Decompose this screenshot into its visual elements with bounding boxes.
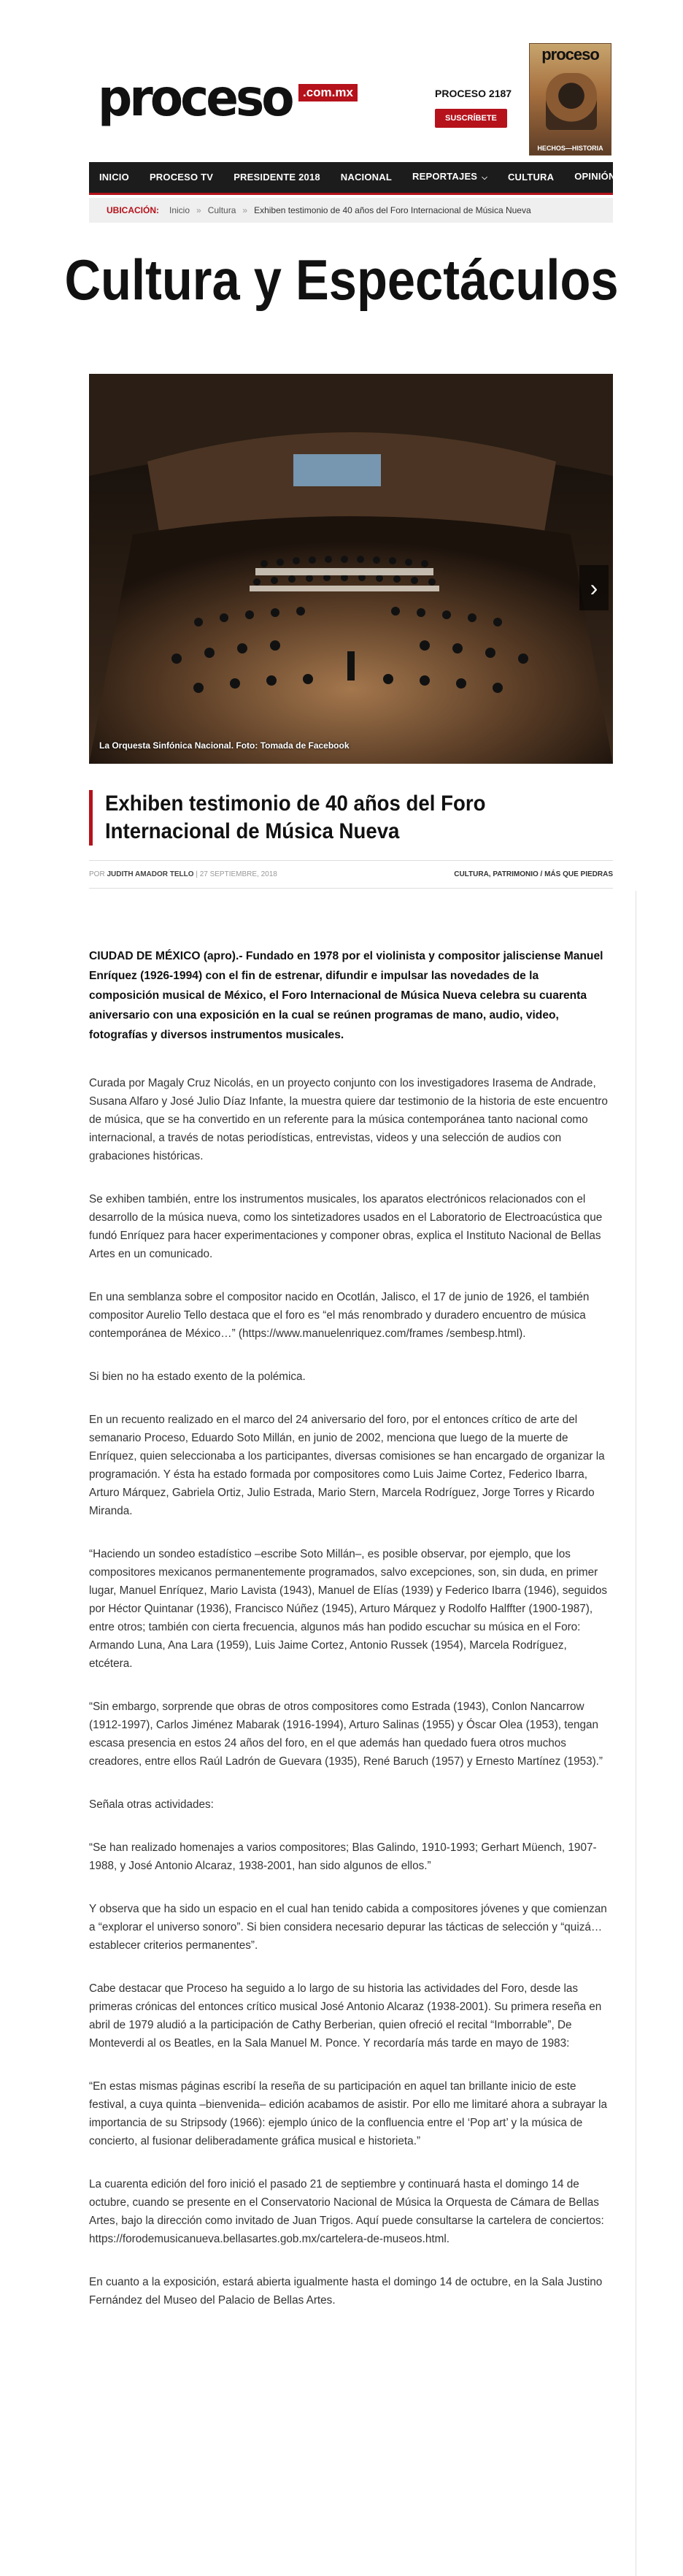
nav-item-opinion[interactable]	[564, 161, 636, 193]
chevron-down-icon: ⌵	[482, 174, 487, 182]
breadcrumb	[89, 198, 613, 223]
article-lead: CIUDAD DE MÉXICO (apro).- Fundado en 1978 por el violinista y compositor jalisciense Manuel Enríquez (1926-1994) con el fin de estrenar, difundir e impulsar las novedades de la composición musical de México, el Foro Internacional de Música Nueva celebra su cuarenta aniversario con una exposición en la cual se reúnen programas de mano, audio, video, fotografías y diversos instrumentos musicales.	[89, 950, 603, 1041]
nav-item-label: REPORTAJES	[412, 171, 478, 182]
meta-prefix: POR	[89, 870, 105, 878]
article-paragraph: Si bien no ha estado exento de la polémica.	[89, 1371, 306, 1383]
logo-domain-badge: .com.mx	[298, 84, 358, 101]
hero-image	[89, 374, 613, 764]
nav-item-proceso-tv[interactable]	[139, 162, 223, 193]
magazine-cover-art	[546, 73, 597, 130]
hero-caption: La Orquesta Sinfónica Nacional. Foto: Tomada de Facebook	[99, 740, 350, 751]
section-title: Cultura y Espectáculos	[64, 248, 619, 312]
nav-item-label: PROCESO TV	[149, 172, 214, 183]
article-paragraph: “Haciendo un sondeo estadístico –escribe Soto Millán–, es posible observar, por ejemplo, que los compositores mexicanos permanentemente programados, salvo excepciones, son, sin duda, en primer lugar, Manuel Enríquez, Mario Lavista (1943), Manuel de Elías (1939) y Federico Ibarra (1946), seguidos por Héctor Quintanar (1936), Francisco Núñez (1945), Arturo Márquez y Rodolfo Halffter (1900-1987), entre otros; también con cierta frecuencia, algunos más han podido escuchar su música en el Foro: Armando Luna, Ana Lara (1959), Luis Jaime Cortez, Antonio Russek (1954), Marcela Rodríguez, etcétera.	[89, 1548, 607, 1670]
site-header	[89, 40, 611, 157]
breadcrumb-separator: »	[196, 205, 201, 215]
article-tags[interactable]: CULTURA, PATRIMONIO / MÁS QUE PIEDRAS	[454, 870, 613, 878]
edition-number: PROCESO 2187	[435, 88, 512, 99]
breadcrumb-separator: »	[242, 205, 248, 215]
breadcrumb-label: UBICACIÓN:	[107, 205, 159, 215]
article-paragraph: Cabe destacar que Proceso ha seguido a lo largo de su historia las actividades del Foro, desde las primeras crónicas del entonces crítico musical José Antonio Alcaraz (1938-2001). Su primera reseña en abril de 1979 aludió a la participación de Cathy Berberian, quien ofreció el recital “Imborrable”, De Monteverdi al os Beatles, en la Sala Manuel M. Ponce. Y recordaría más tarde en mayo de 1983:	[89, 1982, 602, 2050]
magazine-cover-title: proceso	[541, 45, 599, 64]
site-logo[interactable]	[98, 69, 353, 128]
slider-next-button[interactable]: ›	[579, 565, 609, 610]
chevron-down-icon: ⌵	[620, 174, 626, 182]
article-paragraph: “Se han realizado homenajes a varios compositores; Blas Galindo, 1910-1993; Gerhart Müench, 1907-1988, y José Antonio Alcaraz, 1938-2001, han sido algunos de ellos.”	[89, 1841, 597, 1872]
nav-item-label: INICIO	[99, 172, 129, 183]
article-paragraph: Se exhiben también, entre los instrumentos musicales, los aparatos electrónicos relacionados con el desarrollo de la música nueva, como los sintetizadores usados en el Laboratorio de Electroacústica que fundó Enríquez para hacer experimentaciones y componer obras, explica el Instituto Nacional de Bellas Artes en un comunicado.	[89, 1193, 603, 1260]
breadcrumb-current: Exhiben testimonio de 40 años del Foro Internacional de Música Nueva	[254, 205, 531, 215]
magazine-cover[interactable]	[529, 43, 611, 156]
article-author[interactable]: JUDITH AMADOR TELLO	[107, 870, 194, 878]
nav-item-inicio[interactable]	[89, 162, 139, 193]
article-paragraph: En una semblanza sobre el compositor nacido en Ocotlán, Jalisco, el 17 de junio de 1926, el también compositor Aurelio Tello destaca que el foro es “el más renombrado y duradero encuentro de música contemporánea de México…” (https://www.manuelenriquez.com/frames /sembesp.html).	[89, 1291, 590, 1340]
article-paragraph: En un recuento realizado en el marco del 24 aniversario del foro, por el entonces crítico de arte del semanario Proceso, Eduardo Soto Millán, en junio de 2002, menciona que luego de la muerte de Enríquez, quien seleccionaba a los participantes, diversas comisiones se han encargado de organizar la programación. Y ésta ha estado formada por compositores como Luis Jaime Cortez, Federico Ibarra, Arturo Márquez, Gabriela Ortiz, Julio Estrada, Mario Stern, Marcela Rodríguez, Jorge Torres y Ricardo Miranda.	[89, 1414, 605, 1517]
breadcrumb-link-cultura[interactable]: Cultura	[207, 205, 236, 215]
nav-item-label: OPINIÓN	[574, 171, 616, 182]
breadcrumb-link-inicio[interactable]: Inicio	[169, 205, 190, 215]
article-date: | 27 SEPTIEMBRE, 2018	[196, 870, 277, 878]
main-nav	[89, 162, 626, 193]
meta-divider-top	[89, 860, 613, 861]
nav-item-cultura[interactable]	[498, 162, 564, 193]
nav-accent-bar	[89, 193, 613, 195]
article-paragraph: Señala otras actividades:	[89, 1798, 214, 1811]
orchestra-photo	[89, 374, 613, 764]
meta-divider-bottom	[89, 888, 613, 889]
article-meta	[89, 870, 613, 878]
nav-item-presidente-2018[interactable]	[223, 162, 331, 193]
article-paragraph: Y observa que ha sido un espacio en el cual han tenido cabida a compositores jóvenes y que comienzan a “explorar el universo sonoro”. Si bien considera necesario depurar las tácticas de selección y “quizá… establecer criterios permanentes”.	[89, 1903, 607, 1952]
headline-block	[89, 790, 613, 846]
article-paragraph: En cuanto a la exposición, estará abierta igualmente hasta el domingo 14 de octubre, en la Sala Justino Fernández del Museo del Palacio de Bellas Artes.	[89, 2276, 603, 2307]
nav-item-nacional[interactable]	[331, 162, 402, 193]
nav-item-label: PRESIDENTE 2018	[234, 172, 320, 183]
article-headline: Exhiben testimonio de 40 años del Foro Internacional de Música Nueva	[105, 791, 486, 843]
logo-wordmark: proceso	[98, 69, 292, 128]
subscribe-button[interactable]: SUSCRÍBETE	[435, 109, 507, 128]
article-body	[89, 946, 611, 2334]
article-paragraph: “Sin embargo, sorprende que obras de otros compositores como Estrada (1943), Conlon Nancarrow (1912-1997), Carlos Jiménez Mabarak (1916-1994), Arturo Salinas (1955) y Óscar Olea (1953), tengan escasa presencia en estos 24 años del foro, en el que además han quedado fuera otros muchos creadores, entre ellos Raúl Ladrón de Guevara (1935), René Baruch (1957) y Ernesto Martínez (1953).”	[89, 1701, 603, 1768]
article-paragraph: Curada por Magaly Cruz Nicolás, en un proyecto conjunto con los investigadores Irasema de Andrade, Susana Alfaro y José Julio Díaz Infante, la muestra quiere dar testimonio de la historia de este encuentro de música, que se ha convertido en un referente para la música contemporánea tanto nacional como internacional, a través de notas periodísticas, entrevistas, videos y una selección de audios con grabaciones históricas.	[89, 1077, 608, 1162]
nav-item-label: NACIONAL	[340, 172, 393, 183]
magazine-cover-footer: HECHOS—HISTORIA	[537, 145, 603, 152]
nav-item-label: CULTURA	[507, 172, 555, 183]
article-paragraph: “En estas mismas páginas escribí la reseña de su participación en aquel tan brillante inicio de este festival, a cuya quinta –bienvenida– edición acabamos de asistir. Por ello me limitaré ahora a subrayar la importancia de su Stripsody (1966): ejemplo único de la confluencia entre el ‘Pop art’ y la música de concierto, al fusionar deliberadamente gráfica musical e historieta.”	[89, 2080, 607, 2147]
nav-item-reportajes[interactable]	[402, 161, 498, 193]
article-paragraph: La cuarenta edición del foro inició el pasado 21 de septiembre y continuará hasta el domingo 14 de octubre, cuando se presente en el Conservatorio Nacional de Música la Orquesta de Cámara de Bellas Artes, bajo la dirección como invitado de Juan Trigos. Aquí puede consultarse la cartelera de conciertos: https://forodemusicanueva.bellasartes.gob.mx/cartelera-de-museos.html.	[89, 2178, 604, 2245]
